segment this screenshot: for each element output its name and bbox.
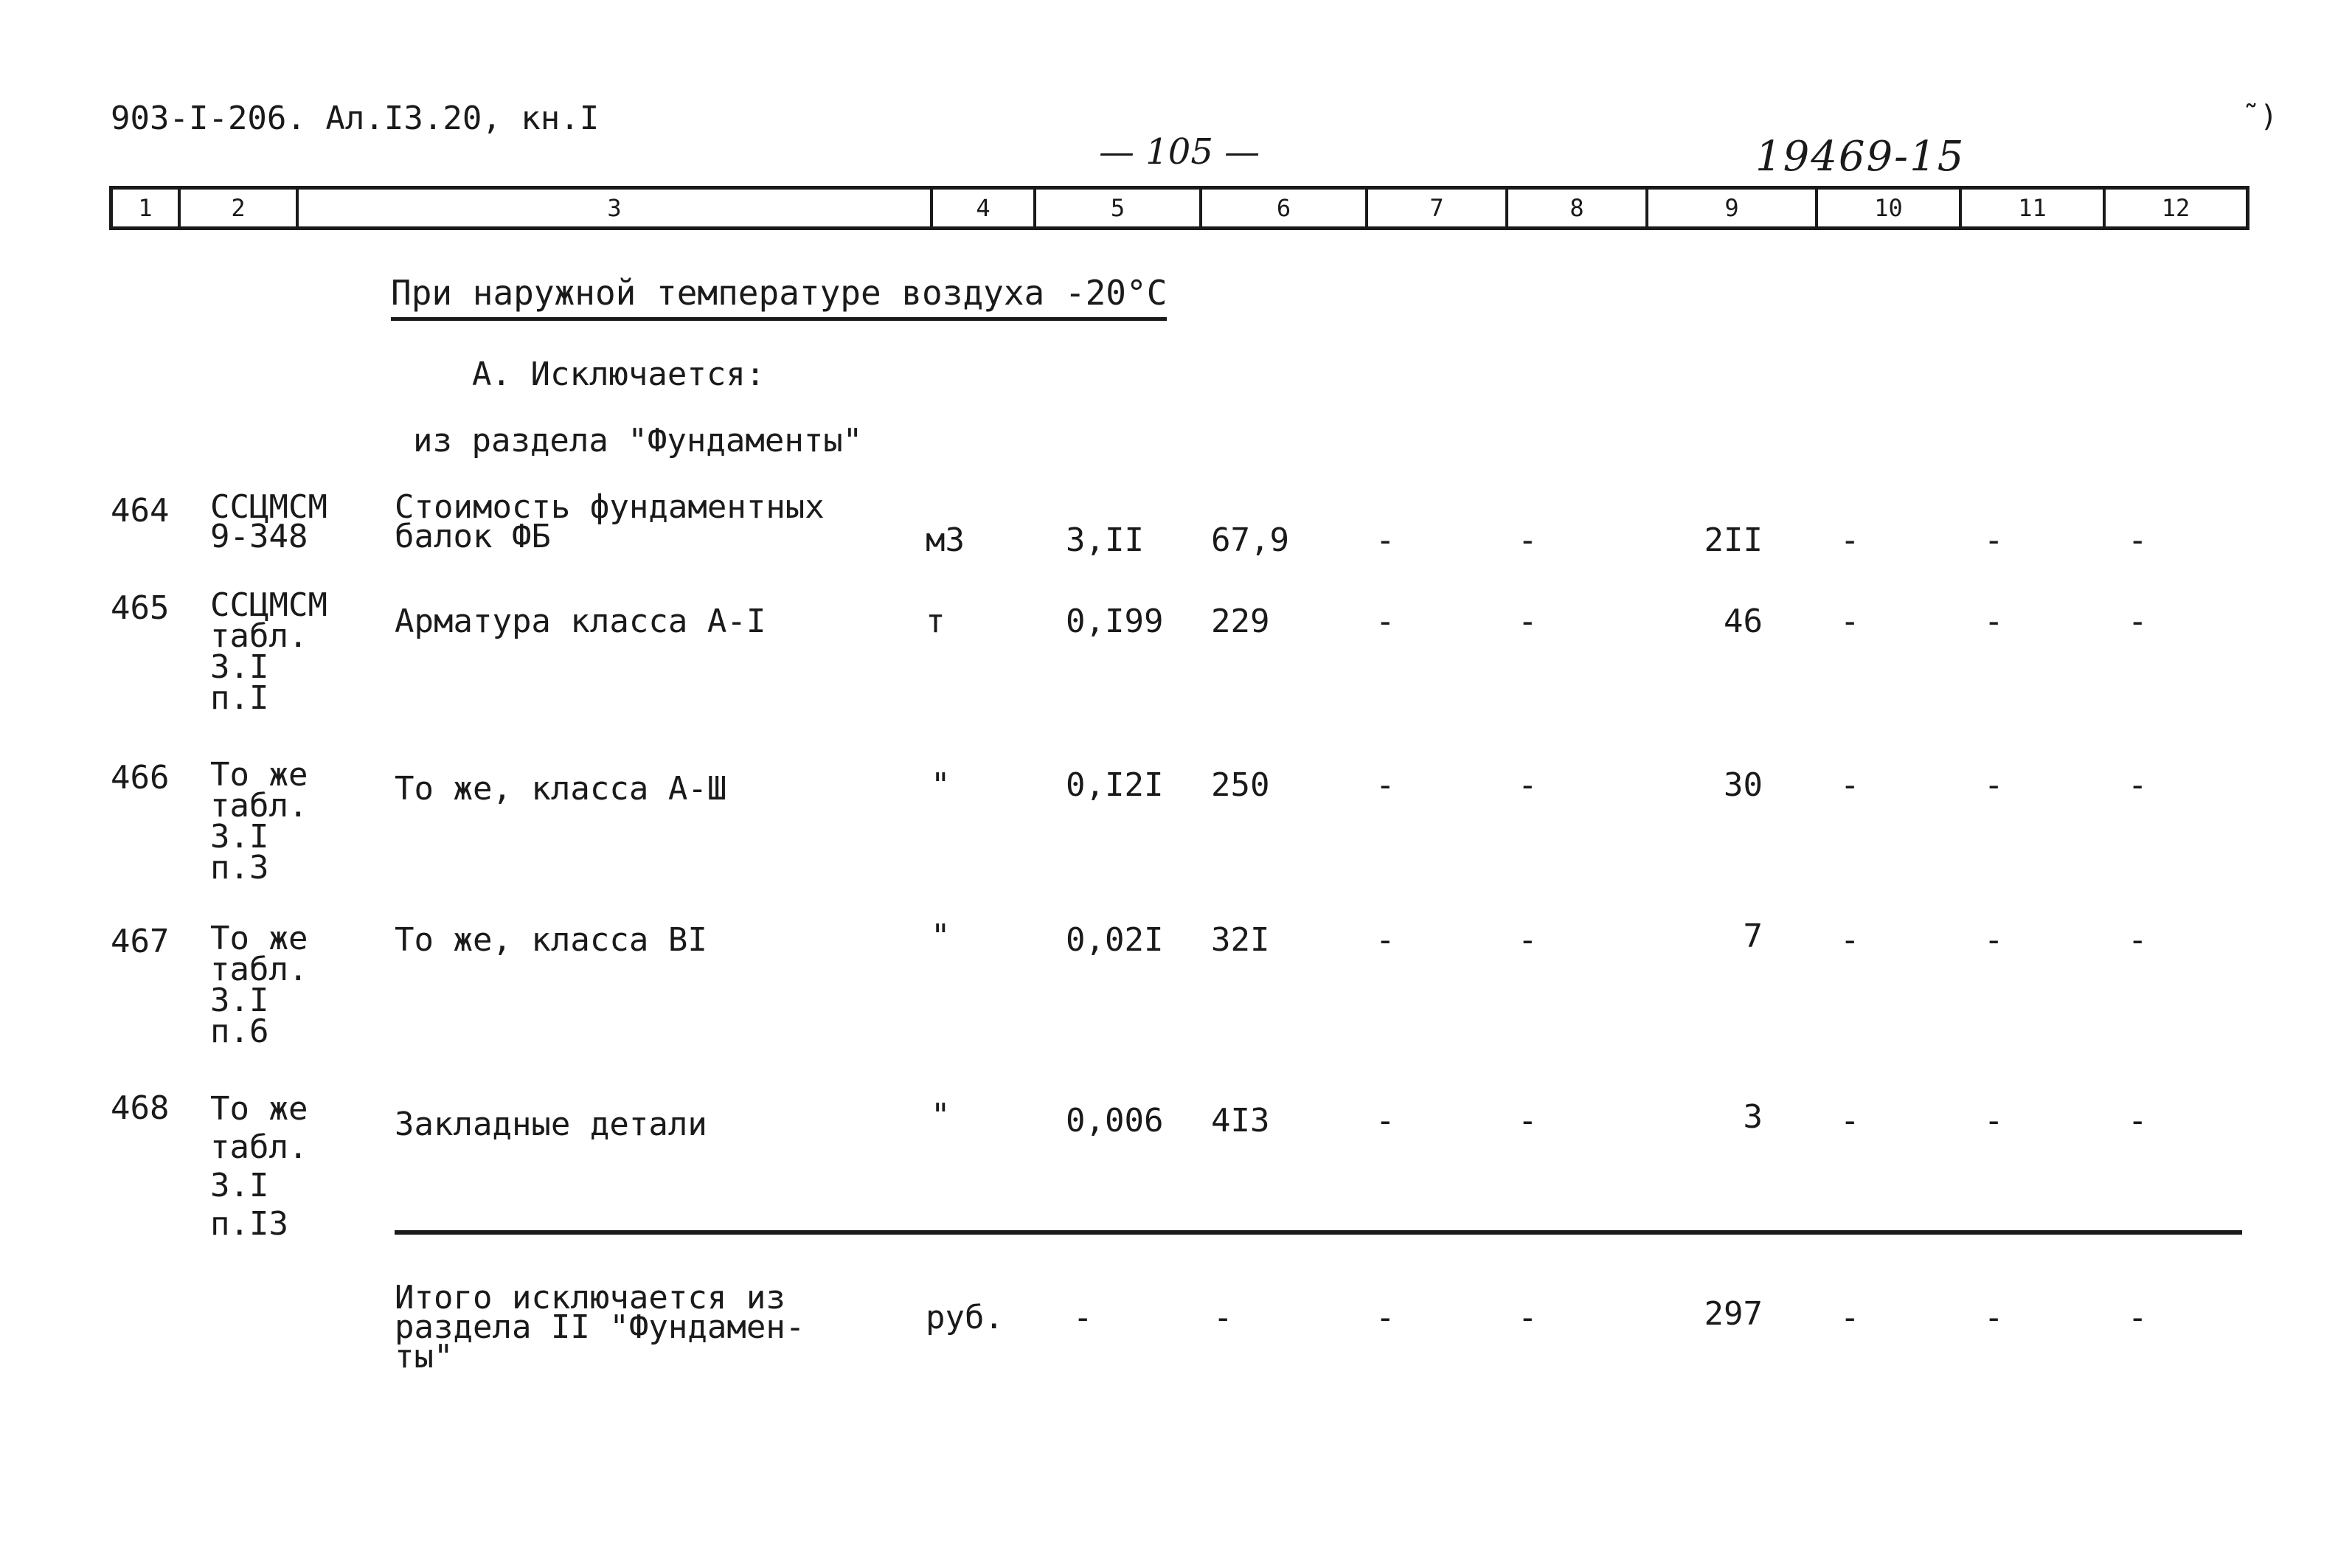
row-col10: -	[1840, 521, 1860, 559]
row-col8: -	[1518, 1102, 1538, 1139]
row-description: То же, класса А-Ш	[395, 770, 727, 808]
row-col9: 30	[1724, 766, 1763, 804]
row-col11: -	[1984, 521, 2004, 559]
total-col8: -	[1518, 1299, 1538, 1336]
column-header-3: 3	[299, 190, 933, 226]
row-col11: -	[1984, 603, 2004, 640]
row-col9: 3	[1743, 1098, 1763, 1136]
row-number: 467	[111, 923, 170, 960]
column-header-4: 4	[933, 190, 1036, 226]
row-col8: -	[1518, 521, 1538, 559]
row-number: 465	[111, 589, 170, 627]
row-price: 4I3	[1211, 1102, 1270, 1139]
section-title: При наружной температуре воздуха -20°C	[391, 273, 1167, 321]
row-col7: -	[1376, 521, 1395, 559]
registration-number: 19469-15	[1755, 133, 1966, 181]
row-col10: -	[1840, 603, 1860, 640]
row-reference: ССЦМСМ табл. 3.I п.I	[210, 586, 327, 717]
total-col10: -	[1840, 1299, 1860, 1336]
row-number: 464	[111, 492, 170, 530]
column-header-12: 12	[2161, 194, 2190, 222]
row-col11: -	[1984, 921, 2004, 959]
row-unit: "	[931, 766, 951, 804]
row-description: То же, класса BI	[395, 921, 707, 959]
page-number: — 105 —	[1099, 131, 1260, 173]
row-reference: То же табл. 3.I п.6	[210, 920, 308, 1050]
subsection-source: из раздела "Фундаменты"	[413, 422, 863, 459]
row-reference: То же табл. 3.I п.I3	[210, 1090, 308, 1243]
column-header-6: 6	[1202, 190, 1368, 226]
row-number: 466	[111, 759, 170, 797]
total-col12: -	[2128, 1299, 2148, 1336]
row-description: Стоимость фундаментных балок ФБ	[395, 488, 825, 555]
total-col7: -	[1376, 1299, 1395, 1336]
row-col12: -	[2128, 766, 2148, 804]
row-reference: ССЦМСМ 9-348	[210, 488, 327, 555]
total-description: Итого исключается из раздела II "Фундамен- ты"	[395, 1279, 805, 1376]
row-unit: м3	[926, 521, 965, 559]
row-col8: -	[1518, 603, 1538, 640]
row-col10: -	[1840, 1102, 1860, 1139]
row-number: 468	[111, 1089, 170, 1127]
row-col8: -	[1518, 766, 1538, 804]
subsection-heading: А. Исключается:	[472, 355, 766, 393]
row-price: 229	[1211, 603, 1270, 640]
column-header-11: 11	[1962, 190, 2106, 226]
row-col12: -	[2128, 921, 2148, 959]
row-col11: -	[1984, 1102, 2004, 1139]
row-quantity: 0,I2I	[1066, 766, 1164, 804]
row-reference: То же табл. 3.I п.3	[210, 756, 308, 887]
row-description: Закладные детали	[395, 1106, 707, 1143]
total-col6: -	[1213, 1299, 1233, 1336]
row-col7: -	[1376, 1102, 1395, 1139]
row-col8: -	[1518, 921, 1538, 959]
row-col9: 2II	[1704, 521, 1763, 559]
row-col9: 7	[1743, 917, 1763, 955]
row-col11: -	[1984, 766, 2004, 804]
column-header-row	[109, 186, 2249, 230]
row-quantity: 3,II	[1066, 521, 1144, 559]
corner-mark: ˜)	[2242, 100, 2278, 133]
row-col7: -	[1376, 921, 1395, 959]
document-code: 903-I-206. Ал.I3.20, кн.I	[111, 100, 600, 137]
total-unit: руб.	[926, 1299, 1004, 1336]
row-col7: -	[1376, 603, 1395, 640]
row-col10: -	[1840, 921, 1860, 959]
column-header-2: 2	[181, 190, 299, 226]
total-col5: -	[1073, 1299, 1093, 1336]
row-unit: т	[926, 603, 946, 640]
row-price: 32I	[1211, 921, 1270, 959]
column-header-10: 10	[1818, 190, 1962, 226]
row-unit: "	[931, 1097, 951, 1134]
row-col12: -	[2128, 521, 2148, 559]
column-header-7: 7	[1368, 190, 1508, 226]
row-quantity: 0,006	[1066, 1102, 1164, 1139]
row-quantity: 0,02I	[1066, 921, 1164, 959]
column-header-8: 8	[1508, 190, 1648, 226]
row-price: 67,9	[1211, 521, 1289, 559]
column-header-5: 5	[1036, 190, 1202, 226]
row-quantity: 0,I99	[1066, 603, 1164, 640]
total-col11: -	[1984, 1299, 2004, 1336]
total-divider	[395, 1230, 2242, 1235]
total-col9: 297	[1704, 1295, 1763, 1333]
row-description: Арматура класса А-I	[395, 603, 766, 640]
row-unit: "	[931, 917, 951, 955]
row-col9: 46	[1724, 603, 1763, 640]
row-col12: -	[2128, 1102, 2148, 1139]
row-col7: -	[1376, 766, 1395, 804]
row-col12: -	[2128, 603, 2148, 640]
row-price: 250	[1211, 766, 1270, 804]
column-header-1: 1	[113, 190, 181, 226]
column-header-9: 9	[1648, 190, 1818, 226]
row-col10: -	[1840, 766, 1860, 804]
